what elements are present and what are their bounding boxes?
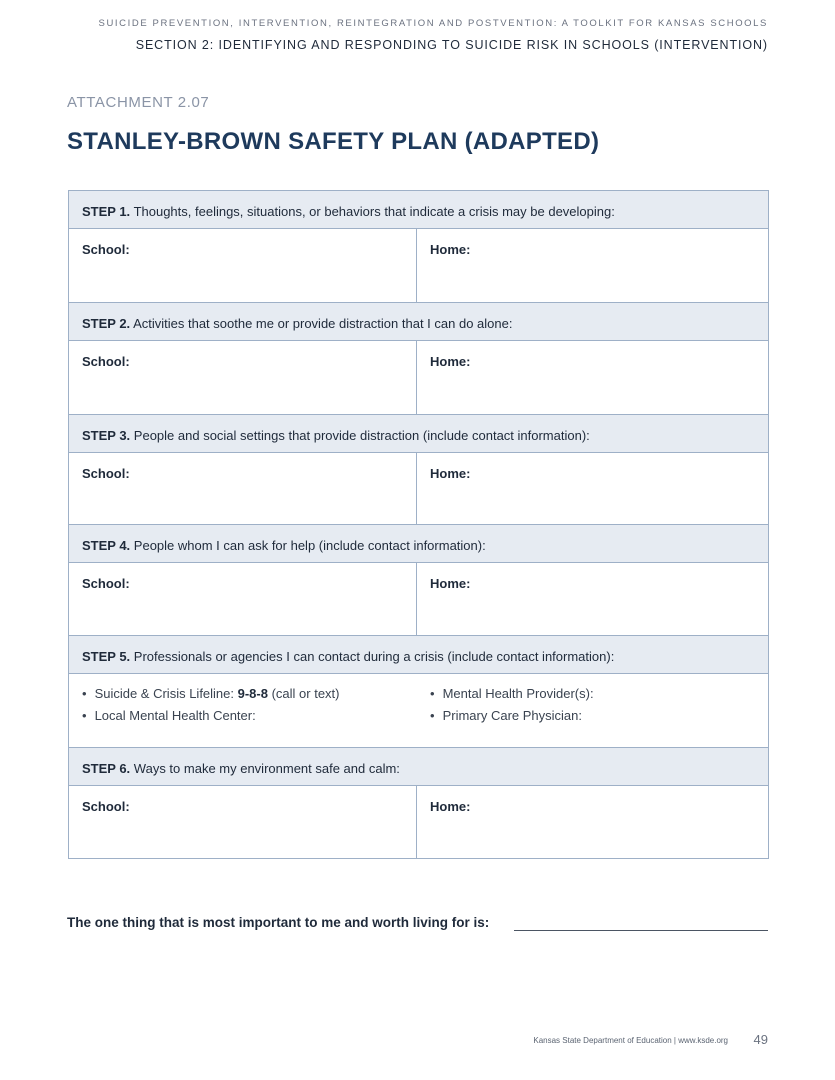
attachment-label: ATTACHMENT 2.07 [67, 94, 210, 111]
worth-living-answer-line[interactable] [514, 930, 768, 931]
page-title: STANLEY-BROWN SAFETY PLAN (ADAPTED) [67, 128, 600, 155]
step-4-text: People whom I can ask for help (include contact information): [130, 538, 486, 553]
step-1-school-field[interactable] [69, 229, 417, 302]
step-5-label: STEP 5. [82, 649, 131, 664]
step-5-left-list[interactable] [69, 674, 417, 747]
step-3-text: People and social settings that provide distraction (include contact information): [130, 428, 590, 443]
step-4-school-field[interactable] [69, 563, 417, 635]
step-1-fields [69, 229, 768, 303]
step-3-header [69, 415, 768, 453]
school-label: School: [82, 576, 130, 591]
step-4-label: STEP 4. [82, 538, 131, 553]
page-number: 49 [753, 1032, 768, 1047]
step-6-header [69, 748, 768, 786]
step-5-text: Professionals or agencies I can contact during a crisis (include contact information): [130, 649, 615, 664]
step-2-label: STEP 2. [82, 316, 131, 331]
step-5-right-list[interactable] [417, 674, 768, 747]
step-1-label: STEP 1. [82, 204, 131, 219]
step-5-fields [69, 674, 768, 748]
step-2-fields [69, 341, 768, 415]
home-label: Home: [430, 242, 471, 257]
school-label: School: [82, 354, 130, 369]
step-2-school-field[interactable] [69, 341, 417, 414]
step-6-school-field[interactable] [69, 786, 417, 858]
home-label: Home: [430, 354, 471, 369]
list-item: • Local Mental Health Center: [82, 705, 417, 727]
list-item: • Mental Health Provider(s): [430, 683, 768, 705]
step-3-fields [69, 453, 768, 525]
step-5-header [69, 636, 768, 674]
list-item: • Primary Care Physician: [430, 705, 768, 727]
step-3-label: STEP 3. [82, 428, 131, 443]
school-label: School: [82, 242, 130, 257]
step-4-fields [69, 563, 768, 636]
step-2-text: Activities that soothe me or provide distraction that I can do alone: [130, 316, 513, 331]
step-6-label: STEP 6. [82, 761, 131, 776]
step-3-home-field[interactable] [417, 453, 768, 524]
step-6-home-field[interactable] [417, 786, 768, 858]
step-6-fields [69, 786, 768, 858]
worth-living-prompt: The one thing that is most important to me and worth living for is: [67, 915, 490, 930]
toolkit-header: SUICIDE PREVENTION, INTERVENTION, REINTEGRATION AND POSTVENTION: A TOOLKIT FOR KANSAS SCHOOLS [98, 18, 768, 29]
footer-org: Kansas State Department of Education | www.ksde.org [533, 1036, 728, 1045]
step-4-header [69, 525, 768, 563]
home-label: Home: [430, 576, 471, 591]
section-header: SECTION 2: IDENTIFYING AND RESPONDING TO SUICIDE RISK IN SCHOOLS (INTERVENTION) [135, 38, 768, 52]
safety-plan-table [68, 190, 769, 859]
home-label: Home: [430, 466, 471, 481]
list-item: • Suicide & Crisis Lifeline: 9-8-8 (call or text) [82, 683, 417, 705]
step-1-header [69, 191, 768, 229]
home-label: Home: [430, 799, 471, 814]
step-1-text: Thoughts, feelings, situations, or behaviors that indicate a crisis may be developing: [130, 204, 615, 219]
step-3-school-field[interactable] [69, 453, 417, 524]
school-label: School: [82, 799, 130, 814]
step-4-home-field[interactable] [417, 563, 768, 635]
step-2-header [69, 303, 768, 341]
school-label: School: [82, 466, 130, 481]
step-2-home-field[interactable] [417, 341, 768, 414]
step-6-text: Ways to make my environment safe and calm: [130, 761, 400, 776]
step-1-home-field[interactable] [417, 229, 768, 302]
